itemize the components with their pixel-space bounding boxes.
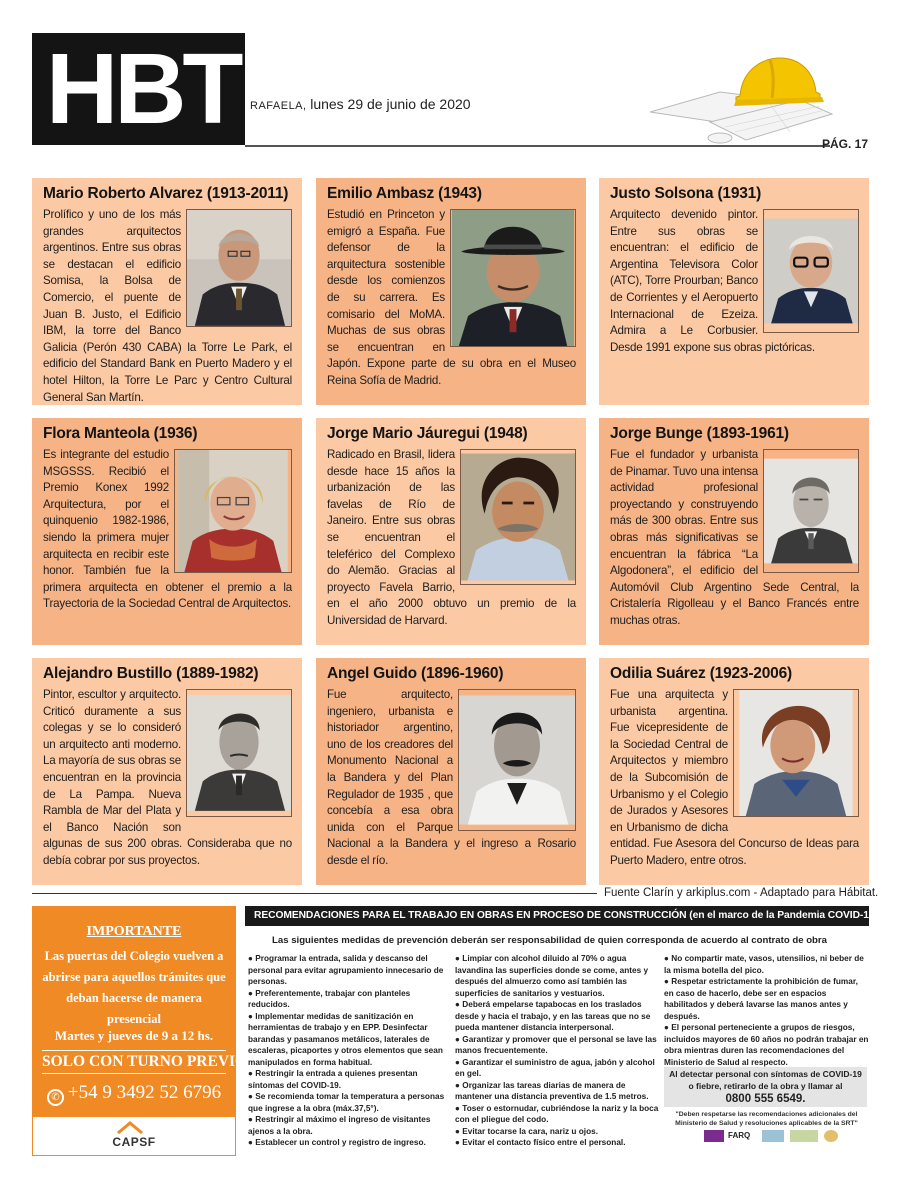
bio-name: Angel Guido (1896-1960) xyxy=(327,665,504,682)
dateline-date: lunes 29 de junio de 2020 xyxy=(310,96,471,112)
recommendation-item: ● Evitar tocarse la cara, nariz u ojos. xyxy=(455,1126,599,1136)
bio-name: Jorge Mario Jáuregui (1948) xyxy=(327,425,528,442)
recommendation-item: ● Se recomienda tomar la temperatura a personas que ingrese a la obra (máx.37,5°). xyxy=(248,1092,445,1113)
capsf-name: CAPSF xyxy=(112,1135,156,1149)
recommendation-item: ● No compartir mate, vasos, utensilios, ni beber de la misma botella del pico. xyxy=(664,954,864,975)
health-logo xyxy=(762,1130,784,1142)
recommendation-item: ● Deberá empelarse tapabocas en los traslados desde y hacia el trabajo, y en las tareas que no se pueda mantener distancia interpersonal. xyxy=(455,1000,651,1032)
portrait-photo xyxy=(186,209,292,327)
dateline xyxy=(250,96,471,112)
page-number: PÁG. 17 xyxy=(822,137,869,151)
bio-text: Arquitecto devenido pintor. Entre sus obras se encuentran: el edificio de Argentina Televisora Color (ATC), Torre Prourban; Banco de Corrientes y el Aeropuerto Internacional de Ezeiza. Admira a Le Corbusier. Desde 1991 expone sus obras pictóricas. xyxy=(610,208,815,354)
bio-name: Mario Roberto Alvarez (1913-2011) xyxy=(43,185,289,202)
portrait-photo xyxy=(186,689,292,817)
important-text: Las puertas del Colegio vuelven a abrirse para aquellos trámites que deban hacerse de manera presencial xyxy=(42,949,226,1026)
alert-line-2: o fiebre, retirarlo de la obra y llamar al xyxy=(688,1080,843,1091)
hbt-logo xyxy=(32,33,245,145)
bio-text: Radicado en Brasil, lidera desde hace 15 años la urbanización de las favelas de Río de Janeiro. Entre sus obras se encuentran el teleférico del Complexo do Alemão. Gracias al proyecto Favela Barrio, en el año 2000 obtuvo un premio de la Universidad de Harvard. xyxy=(327,448,576,627)
recommendations-column-2 xyxy=(455,953,660,1149)
portrait-photo xyxy=(460,449,576,585)
bio-text: Es integrante del estudio MSGSSS. Recibió el Premio Konex 1992 Arquitectura, por el quinquenio 1982-1986, siendo la primera mujer arquitecta en recibir este honor. También fue la primera arquitecta en obtener el premio a la Trayectoria de la Sociedad Central de Arquitectos. xyxy=(43,448,292,611)
portrait-photo xyxy=(763,209,859,333)
recommendations-title: RECOMENDACIONES PARA EL TRABAJO EN OBRAS EN PROCESO DE CONSTRUCCIÓN (en el marco de la Pandemia COVID-19) xyxy=(245,906,869,926)
dateline-city: RAFAELA, xyxy=(250,100,307,112)
recommendation-item: ● Establecer un control y registro de ingreso. xyxy=(248,1138,426,1147)
portrait-photo xyxy=(763,449,859,573)
bio-card-suarez xyxy=(599,658,869,885)
sponsor-logos xyxy=(700,1130,860,1144)
important-notice xyxy=(32,906,248,1156)
important-phone xyxy=(32,1082,236,1106)
province-logo xyxy=(824,1130,838,1142)
recommendation-item: ● Garantizar el suministro de agua, jabón y alcohol en gel. xyxy=(455,1057,655,1078)
recommendation-item: ● Restringir al máximo el ingreso de visitantes ajenos a la obra. xyxy=(248,1115,431,1136)
recommendation-item: ● Programar la entrada, salida y descanso del personal para evitar agrupamiento innecesario de personas. xyxy=(248,954,444,986)
recommendation-item: ● Toser o estornudar, cubriéndose la nariz y la boca con el pliegue del codo. xyxy=(455,1103,659,1124)
recommendations-column-3 xyxy=(664,953,869,1068)
bio-text: Fue el fundador y urbanista de Pinamar. Tuvo una intensa actividad profesional proyectando y construyendo más de 300 obras. Entre sus obras más significativas se encuentran la fábrica “La Algodonera”, el edificio del Automóvil Club Argentino Sede Central, la Cristalería Rigolleau y el Banco Francés entre muchas otras. xyxy=(610,448,859,627)
header-rule xyxy=(245,145,830,147)
recommendations-subtitle: Las siguientes medidas de prevención deberán ser responsabilidad de quien corresponda de acuerdo al contrato de obra xyxy=(272,935,827,946)
bio-name: Jorge Bunge (1893-1961) xyxy=(610,425,789,442)
bio-name: Odilia Suárez (1923-2006) xyxy=(610,665,792,682)
bio-text: Prolífico y uno de los más grandes arquitectos argentinos. Entre sus obras se destacan el edificio Somisa, la Bolsa de Comercio, el puente de Juan B. Justo, el Edificio IBM, la torre del Banco Galicia (Perón 430 CABA) la Torre Le Park, el edificio del Standard Bank en Puerto Madero y el hotel Hilton, la Torre Le Parc y Centro Cultural General San Martín. xyxy=(43,208,292,404)
bio-card-alvarez xyxy=(32,178,302,405)
portrait-photo xyxy=(458,689,576,831)
alert-line-1: Al detectar personal con síntomas de COVID-19 xyxy=(669,1069,862,1079)
recommendation-item: ● Evitar el contacto físico entre el personal. xyxy=(455,1138,626,1147)
bio-name: Justo Solsona (1931) xyxy=(610,185,762,202)
farq-logo: FARQ xyxy=(728,1131,751,1140)
recommendation-item: ● Limpiar con alcohol diluido al 70% o agua lavandina las superficies donde se come, antes y después del almuerzo como así también las superficies de sanitarios y vestuarios. xyxy=(455,954,649,998)
bio-card-guido xyxy=(316,658,586,885)
important-appointment: SOLO CON TURNO PREVIO xyxy=(42,1050,226,1074)
bio-text: Estudió en Princeton y emigró a España. Fue defensor de la arquitectura sostenible desde los comienzos de su carrera. Es comisario del MoMA. Muchas de sus obras se encuentran en Japón. Expone parte de su obra en el Museo Reina Sofía de Madrid. xyxy=(327,208,576,387)
bio-text: Fue una arquitecta y urbanista argentina. Fue vicepresidente de la Sociedad Central de Arquitectos y miembro de la Subcomisión de Urbanismo y el Colegio de Jurados y Asesores en Urbanismo de dicha entidad. Fue Asesora del Concurso de Ideas para Puerto Madero, entre otros. xyxy=(610,688,859,867)
recommendation-item: ● Implementar medidas de sanitización en herramientas de trabajo y en EPP. Desinfectar barandas y pasamanos metálicos, laterales de escaleras, picaportes y otros elementos que sean manipulados en forma habitual. xyxy=(248,1011,443,1067)
hardhat-blueprints-illustration xyxy=(650,52,835,147)
recommendation-item: ● El personal perteneciente a grupos de riesgos, incluidos mayores de 60 años no podrán trabajar en obra mientras duren las recomendaciones del Ministerio de Salud al respecto. xyxy=(664,1023,869,1067)
important-hours: Martes y jueves de 9 a 12 hs. xyxy=(54,1028,214,1043)
portrait-photo xyxy=(733,689,859,817)
recommendation-item: ● Restringir la entrada a quienes presentan síntomas del COVID-19. xyxy=(248,1069,418,1090)
capsf-logo xyxy=(32,1116,236,1156)
covid-alert-box xyxy=(664,1067,867,1107)
bio-name: Alejandro Bustillo (1889-1982) xyxy=(43,665,259,682)
unr-logo xyxy=(704,1130,724,1142)
logo-text: HBT xyxy=(46,33,240,145)
bio-name: Emilio Ambasz (1943) xyxy=(327,185,482,202)
ministry-logo xyxy=(790,1130,818,1142)
capsf-roof-icon xyxy=(117,1121,143,1134)
source-rule xyxy=(32,893,597,894)
bio-name: Flora Manteola (1936) xyxy=(43,425,198,442)
recommendation-item: ● Preferentemente, trabajar con planteles reducidos. xyxy=(248,988,411,1009)
bio-card-manteola xyxy=(32,418,302,645)
source-credit: Fuente Clarín y arkiplus.com - Adaptado para Hábitat. xyxy=(604,887,879,899)
portrait-photo xyxy=(174,449,292,573)
bio-card-bunge xyxy=(599,418,869,645)
bio-card-bustillo xyxy=(32,658,302,885)
whatsapp-icon: ✆ xyxy=(47,1089,64,1106)
bio-text: Fue arquitecto, ingeniero, urbanista e historiador argentino, uno de los creadores del Monumento Nacional a la Bandera y del Plan Regulador de 1935 , que concebía a esa obra unida con el Parque Nacional a la Bandera y el ingreso a Rosario desde el río. xyxy=(327,688,576,867)
recommendation-item: ● Organizar las tareas diarias de manera de mantener una distancia preventiva de 1.5 metros. xyxy=(455,1080,649,1101)
recommendations-column-1 xyxy=(248,953,448,1149)
srt-note: "Deben respetarse las recomendaciones adicionales del Ministerio de Salud y resoluciones aplicables de la SRT" xyxy=(675,1111,858,1127)
alert-phone: 0800 555 6549. xyxy=(725,1093,806,1105)
bio-card-solsona xyxy=(599,178,869,405)
bio-card-ambasz xyxy=(316,178,586,405)
phone-number: +54 9 3492 52 6796 xyxy=(67,1082,222,1103)
important-title: IMPORTANTE xyxy=(86,924,182,939)
recommendation-item: ● Garantizar y promover que el personal se lave las manos frecuentemente. xyxy=(455,1034,657,1055)
bio-card-jauregui xyxy=(316,418,586,645)
recommendation-item: ● Respetar estrictamente la prohibición de fumar, en caso de hacerlo, debe ser en espacios habilitados y deberá lavarse las manos antes y después. xyxy=(664,977,858,1021)
bio-text: Pintor, escultor y arquitecto. Criticó duramente a sus colegas y se lo consideró un arquitecto anti moderno. La mayoría de sus obras se encuentran en la provincia de La Pampa. Nueva Rambla de Mar del Plata y el Banco Nación son algunas de sus 200 obras. Consideraba que no debía cobrar por sus proyectos. xyxy=(43,688,292,867)
portrait-photo xyxy=(450,209,576,347)
